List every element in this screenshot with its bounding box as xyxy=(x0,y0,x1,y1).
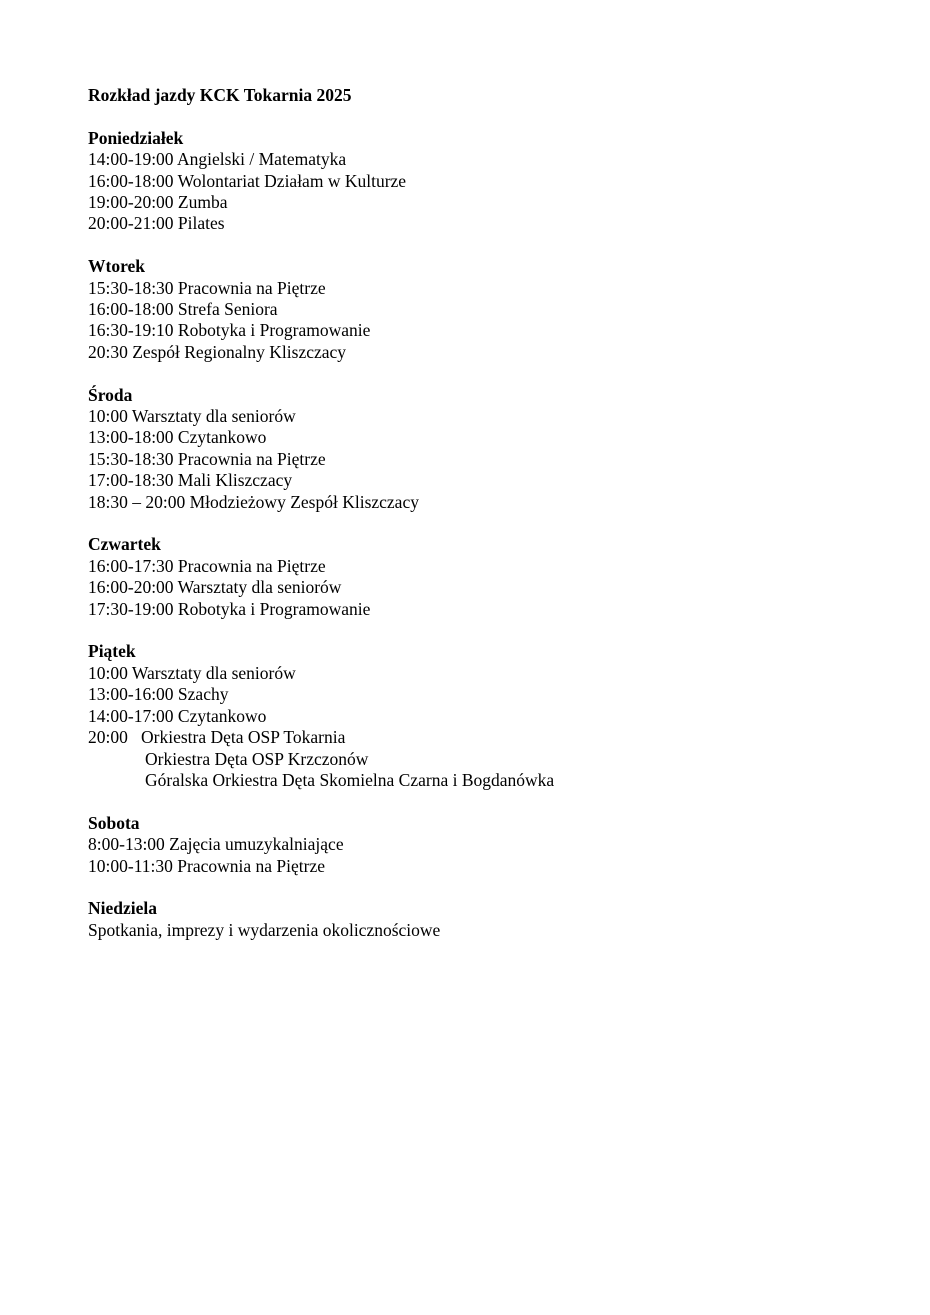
schedule-entry: 10:00 Warsztaty dla seniorów xyxy=(88,406,296,427)
schedule-entry: 16:00-18:00 Strefa Seniora xyxy=(88,299,278,320)
schedule-entry: 20:30 Zespół Regionalny Kliszczacy xyxy=(88,341,347,362)
day-heading: Czwartek xyxy=(88,534,161,555)
day-heading: Piątek xyxy=(88,641,136,662)
schedule-entry: 13:00-16:00 Szachy xyxy=(88,684,229,705)
day-section xyxy=(88,813,890,877)
day-section xyxy=(88,898,890,941)
day-heading: Poniedziałek xyxy=(88,127,184,148)
schedule-entry: 10:00 Warsztaty dla seniorów xyxy=(88,662,296,683)
schedule-entry: 15:30-18:30 Pracownia na Piętrze xyxy=(88,277,326,298)
schedule-entry: 18:30 – 20:00 Młodzieżowy Zespół Kliszczacy xyxy=(88,491,419,512)
schedule-entry: Góralska Orkiestra Dęta Skomielna Czarna i Bogdanówka xyxy=(145,769,555,790)
day-entries xyxy=(88,920,890,941)
schedule-entry: 15:30-18:30 Pracownia na Piętrze xyxy=(88,448,326,469)
schedule-sections xyxy=(88,128,890,941)
day-section xyxy=(88,385,890,513)
schedule-entry: 20:00 Orkiestra Dęta OSP Tokarnia xyxy=(88,727,346,748)
day-section xyxy=(88,534,890,620)
day-heading: Niedziela xyxy=(88,898,158,919)
schedule-entry: 14:00-17:00 Czytankowo xyxy=(88,705,267,726)
day-entries xyxy=(88,149,890,235)
schedule-entry: 19:00-20:00 Zumba xyxy=(88,192,228,213)
day-section xyxy=(88,256,890,363)
day-heading: Sobota xyxy=(88,812,140,833)
schedule-entry: 16:00-17:30 Pracownia na Piętrze xyxy=(88,555,326,576)
schedule-entry: 16:30-19:10 Robotyka i Programowanie xyxy=(88,320,371,341)
day-entries xyxy=(88,278,890,364)
day-entries xyxy=(88,834,890,877)
day-entries xyxy=(88,556,890,620)
document-title: Rozkład jazdy KCK Tokarnia 2025 xyxy=(88,85,352,105)
schedule-entry: 16:00-20:00 Warsztaty dla seniorów xyxy=(88,577,342,598)
schedule-entry: 8:00-13:00 Zajęcia umuzykalniające xyxy=(88,834,344,855)
schedule-entry: 13:00-18:00 Czytankowo xyxy=(88,427,267,448)
schedule-entry: Orkiestra Dęta OSP Krzczonów xyxy=(145,748,369,769)
day-heading: Środa xyxy=(88,384,133,405)
schedule-entry: 17:00-18:30 Mali Kliszczacy xyxy=(88,470,293,491)
day-entries xyxy=(88,406,890,513)
day-entries xyxy=(88,663,890,791)
day-section xyxy=(88,641,890,791)
schedule-entry: Spotkania, imprezy i wydarzenia okolicznościowe xyxy=(88,919,441,940)
schedule-entry: 20:00-21:00 Pilates xyxy=(88,213,225,234)
schedule-entry: 16:00-18:00 Wolontariat Działam w Kulturze xyxy=(88,170,407,191)
day-section xyxy=(88,128,890,235)
schedule-entry: 14:00-19:00 Angielski / Matematyka xyxy=(88,149,347,170)
schedule-entry: 10:00-11:30 Pracownia na Piętrze xyxy=(88,855,325,876)
schedule-entry: 17:30-19:00 Robotyka i Programowanie xyxy=(88,598,371,619)
day-heading: Wtorek xyxy=(88,256,146,277)
